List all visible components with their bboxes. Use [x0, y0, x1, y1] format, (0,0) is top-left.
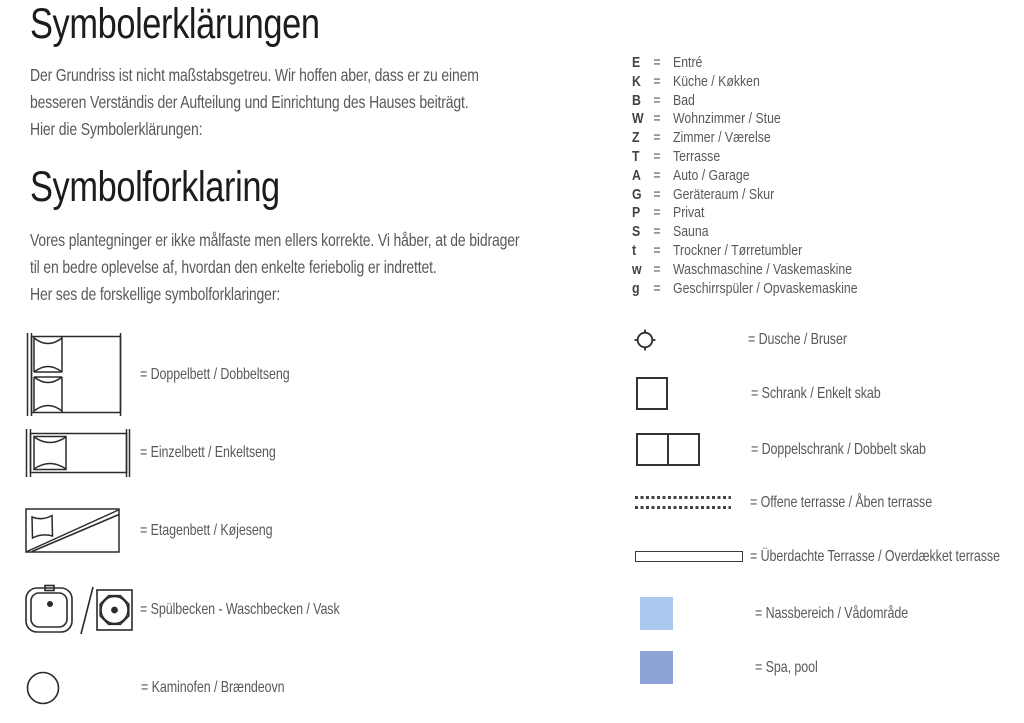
abbrev-row: [632, 186, 1024, 205]
covered-terrace-icon: [635, 551, 743, 562]
abbreviation-list: [632, 54, 1024, 298]
page-title-da: Symbolforklaring: [30, 163, 280, 211]
legend-row-double-cabinet: [636, 433, 1024, 466]
danish-intro: [30, 227, 642, 308]
equals-sign: =: [653, 260, 661, 278]
abbrev-key: S: [632, 223, 641, 241]
abbrev-key: W: [632, 110, 644, 128]
cabinet-divider: [638, 435, 669, 464]
equals-sign: =: [653, 223, 661, 241]
abbrev-label: Geräteraum / Skur: [673, 185, 775, 203]
legend-label: = Nassbereich / Vådområde: [755, 604, 909, 622]
wet-area-swatch: [640, 597, 673, 630]
intro-da-line-3: Her ses de forskellige symbolforklaringer:: [30, 284, 281, 304]
abbrev-label: Geschirrspüler / Opvaskemaskine: [673, 279, 858, 297]
legend-label: = Kaminofen / Brændeovn: [141, 679, 285, 696]
legend-row-single-cabinet: [636, 377, 1024, 410]
sink-washbasin-icon: [25, 582, 133, 638]
abbrev-key: g: [632, 279, 640, 297]
double-cabinet-icon: [636, 433, 700, 466]
legend-label: = Spülbecken - Waschbecken / Vask: [140, 601, 340, 618]
abbrev-label: Trockner / Tørretumbler: [673, 241, 803, 259]
danish-title: [30, 163, 342, 211]
abbrev-row: [632, 92, 1024, 111]
intro-de-line-1: Der Grundriss ist nicht maßstabsgetreu. Wir hoffen aber, dass er zu einem: [30, 65, 479, 85]
abbrev-label: Zimmer / Værelse: [673, 129, 771, 147]
abbrev-row: [632, 204, 1024, 223]
abbrev-label: Auto / Garage: [673, 166, 750, 184]
legend-label: = Überdachte Terrasse / Overdækket terrasse: [750, 548, 1000, 565]
legend-label: = Dusche / Bruser: [748, 331, 847, 348]
spa-pool-swatch: [640, 651, 673, 684]
abbrev-key: t: [632, 241, 637, 259]
equals-sign: =: [653, 185, 661, 203]
abbrev-row: [632, 242, 1024, 261]
legend-row-shower: [633, 328, 1024, 352]
equals-sign: =: [653, 279, 661, 297]
abbrev-row: [632, 73, 1024, 92]
single-cabinet-icon: [636, 377, 668, 410]
equals-sign: =: [653, 241, 661, 259]
abbrev-key: A: [632, 166, 641, 184]
abbrev-key: P: [632, 204, 641, 222]
equals-sign: =: [653, 166, 661, 184]
abbrev-key: T: [632, 147, 640, 165]
dotted-line: [635, 506, 731, 509]
abbrev-label: Entré: [673, 54, 703, 71]
legend-label: = Doppelschrank / Dobbelt skab: [751, 440, 926, 458]
abbrev-label: Wohnzimmer / Stue: [673, 110, 781, 128]
legend-label: = Etagenbett / Køjeseng: [140, 521, 273, 539]
abbrev-label: Sauna: [673, 223, 709, 241]
legend-row-double-bed: [25, 333, 585, 416]
german-intro: [30, 62, 591, 143]
legend-row-open-terrace: [635, 496, 1024, 510]
abbrev-key: E: [632, 54, 641, 71]
abbrev-label: Waschmaschine / Vaskemaskine: [673, 260, 853, 278]
abbrev-row: [632, 167, 1024, 186]
legend-label: = Schrank / Enkelt skab: [751, 384, 881, 402]
abbrev-row: [632, 223, 1024, 242]
abbrev-key: K: [632, 72, 641, 90]
abbrev-key: Z: [632, 129, 640, 147]
page-title-de: Symbolerklärungen: [30, 0, 320, 48]
legend-label: = Doppelbett / Dobbeltseng: [140, 365, 290, 383]
shower-icon: [633, 328, 657, 352]
equals-sign: =: [653, 129, 661, 147]
abbrev-row: [632, 110, 1024, 129]
abbrev-key: G: [632, 185, 642, 203]
abbrev-key: B: [632, 91, 641, 109]
equals-sign: =: [653, 54, 661, 71]
legend-label: = Spa, pool: [755, 658, 818, 676]
equals-sign: =: [653, 72, 661, 90]
legend-label: = Offene terrasse / Åben terrasse: [750, 494, 933, 511]
bunk-bed-icon: [25, 508, 120, 553]
legend-row-bunk-bed: [25, 508, 585, 553]
wood-stove-icon: [26, 671, 60, 705]
legend-row-wet-area: [640, 597, 1024, 630]
abbrev-row: [632, 261, 1024, 280]
legend-row-single-bed: [25, 429, 585, 477]
intro-de-line-3: Hier die Symbolerklärungen:: [30, 119, 203, 139]
abbrev-key: w: [632, 260, 642, 278]
intro-da-line-1: Vores plantegninger er ikke målfaste men ellers korrekte. Vi håber, at de bidrager: [30, 230, 520, 250]
equals-sign: =: [653, 204, 661, 222]
intro-da-line-2: til en bedre oplevelse af, hvordan den enkelte feriebolig er indrettet.: [30, 257, 437, 277]
abbrev-label: Terrasse: [673, 147, 721, 165]
abbrev-label: Küche / Køkken: [673, 72, 760, 90]
abbrev-label: Bad: [673, 91, 695, 109]
abbrev-row: [632, 54, 1024, 73]
abbrev-label: Privat: [673, 204, 705, 222]
legend-row-spa-pool: [640, 651, 1024, 684]
open-terrace-icon: [635, 496, 731, 510]
legend-row-sink: [25, 582, 585, 638]
legend-row-wood-stove: [26, 671, 586, 705]
abbrev-row: [632, 148, 1024, 167]
legend-row-covered-terrace: [635, 548, 1024, 565]
abbrev-row: [632, 129, 1024, 148]
single-bed-icon: [25, 429, 131, 477]
equals-sign: =: [653, 110, 661, 128]
legend-label: = Einzelbett / Enkeltseng: [140, 444, 276, 461]
abbrev-row: [632, 280, 1024, 299]
double-bed-icon: [25, 333, 126, 416]
german-title: [30, 0, 392, 48]
intro-de-line-2: besseren Verständis der Aufteilung und Einrichtung des Hauses beiträgt.: [30, 92, 469, 112]
equals-sign: =: [653, 147, 661, 165]
equals-sign: =: [653, 91, 661, 109]
